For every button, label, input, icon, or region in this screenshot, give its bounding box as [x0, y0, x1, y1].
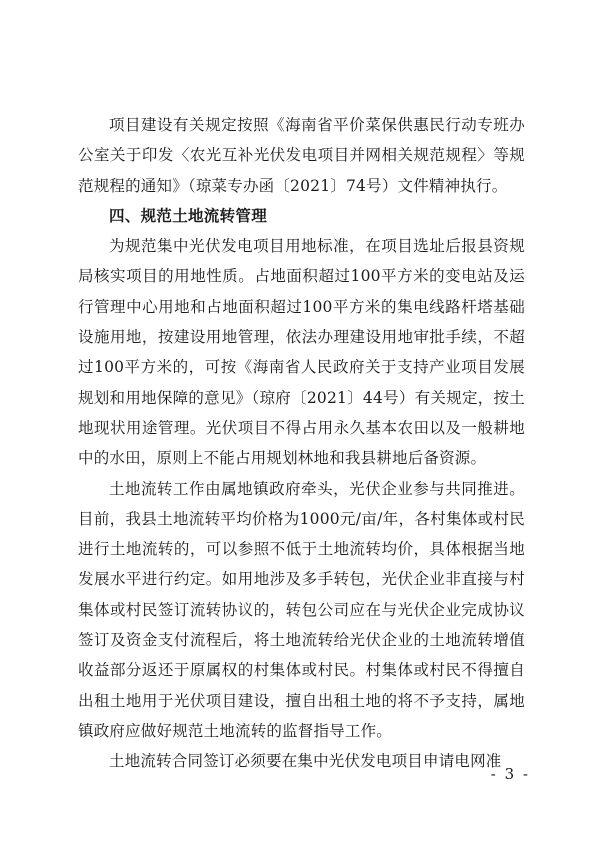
- document-body: [78, 110, 525, 777]
- section-heading-land-transfer: 四、规范土地流转管理: [109, 206, 268, 225]
- paragraph-land-use-standards: 为规范集中光伏发电项目用地标准，在项目选址后报县资规局核实项目的用地性质。占地面积超过100平方米的变电站及运行管理中心用地和占地面积超过100平方米的集电线路杆塔基础设施用地，按建设用地管理，依法办理建设用地审批手续，不超过100平方米的，可按《海南省人民政府关于支持产业项目发展规划和用地保障的意见》（琼府〔2021〕44号）有关规定，按土地现状用途管理。光伏项目不得占用永久基本农田以及一般耕地中的水田，原则上不能占用规划林地和我县耕地后备资源。: [78, 237, 525, 468]
- paragraph-project-construction-rules: 项目建设有关规定按照《海南省平价菜保供惠民行动专班办公室关于印发〈农光互补光伏发电项目并网相关规范规程〉等规范规程的通知》（琼菜专办函〔2021〕74号）文件精神执行。: [78, 116, 525, 195]
- paragraph-transfer-contract: 土地流转合同签订必须要在集中光伏发电项目申请电网准: [109, 752, 502, 771]
- paragraph-land-transfer-work: 土地流转工作由属地镇政府牵头，光伏企业参与共同推进。目前，我县土地流转平均价格为1000元/亩/年，各村集体或村民进行土地流转的，可以参照不低于土地流转均价，具体根据当地发展水平进行约定。如用地涉及多手转包，光伏企业非直接与村集体或村民签订流转协议的，转包公司应在与光伏企业完成协议签订及资金支付流程后，将土地流转给光伏企业的土地流转增值收益部分返还于原属权的村集体或村民。村集体或村民不得擅自出租土地用于光伏项目建设，擅自出租土地的将不予支持，属地镇政府应做好规范土地流转的监督指导工作。: [78, 479, 525, 740]
- page-number: - 3 -: [490, 765, 530, 783]
